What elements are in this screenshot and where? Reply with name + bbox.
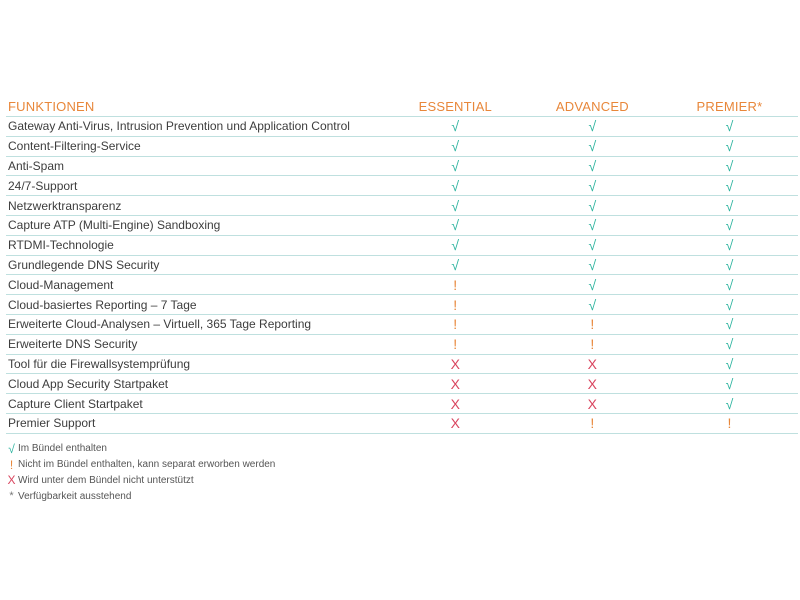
- cross-icon: X: [7, 473, 16, 488]
- table-row: [6, 157, 798, 177]
- exclamation-icon: !: [590, 316, 595, 333]
- check-icon: √: [588, 276, 597, 293]
- cross-icon: X: [450, 355, 460, 372]
- table-row: [6, 315, 798, 335]
- table-row: [6, 176, 798, 196]
- check-icon: √: [588, 157, 597, 174]
- cross-icon: X: [587, 375, 598, 392]
- table-row: [6, 414, 798, 434]
- feature-name: Netzwerktransparenz: [8, 198, 122, 213]
- check-icon: √: [725, 197, 734, 214]
- feature-name: RTDMI-Technologie: [8, 238, 114, 253]
- table-row: [6, 117, 798, 137]
- check-icon: √: [588, 177, 597, 194]
- check-icon: √: [588, 118, 597, 135]
- table-row: [6, 374, 798, 394]
- table-row: [6, 236, 798, 256]
- cross-icon: X: [450, 375, 460, 392]
- legend-item: [6, 441, 275, 457]
- table-row: [6, 295, 798, 315]
- check-icon: √: [451, 118, 460, 135]
- check-icon: √: [451, 157, 460, 174]
- legend: [6, 441, 275, 504]
- feature-name: Erweiterte Cloud-Analysen – Virtuell, 365 Tage Reporting: [8, 317, 312, 332]
- table-header: [6, 97, 798, 117]
- table-row: [6, 256, 798, 276]
- check-icon: √: [725, 375, 734, 392]
- check-icon: √: [725, 316, 734, 333]
- check-icon: √: [725, 217, 734, 234]
- cross-icon: X: [450, 395, 460, 412]
- check-icon: √: [588, 138, 597, 155]
- cross-icon: X: [587, 395, 598, 412]
- header-advanced: ADVANCED: [555, 99, 629, 114]
- check-icon: √: [451, 197, 460, 214]
- legend-item: [6, 457, 275, 473]
- table-row: [6, 394, 798, 414]
- feature-name: Cloud App Security Startpaket: [8, 376, 169, 391]
- feature-name: Grundlegende DNS Security: [8, 257, 160, 272]
- check-icon: √: [725, 395, 734, 412]
- check-icon: √: [588, 197, 597, 214]
- check-icon: √: [725, 256, 734, 273]
- check-icon: √: [451, 217, 460, 234]
- header-funktionen: FUNKTIONEN: [8, 99, 95, 114]
- check-icon: √: [8, 441, 15, 456]
- feature-name: Erweiterte DNS Security: [8, 337, 138, 352]
- asterisk-icon: *: [9, 490, 14, 503]
- check-icon: √: [588, 237, 597, 254]
- exclamation-icon: !: [453, 336, 458, 353]
- legend-text: Im Bündel enthalten: [18, 443, 107, 455]
- table-row: [6, 137, 798, 157]
- feature-name: Anti-Spam: [8, 158, 65, 173]
- legend-text: Nicht im Bündel enthalten, kann separat erworben werden: [18, 459, 276, 471]
- exclamation-icon: !: [453, 316, 458, 333]
- check-icon: √: [725, 276, 734, 293]
- feature-name: Content-Filtering-Service: [8, 139, 141, 154]
- table-body: [6, 117, 798, 434]
- check-icon: √: [725, 138, 734, 155]
- table-row: [6, 335, 798, 355]
- legend-item: [6, 473, 275, 489]
- check-icon: √: [725, 118, 734, 135]
- table-row: [6, 275, 798, 295]
- check-icon: √: [725, 177, 734, 194]
- legend-text: Verfügbarkeit ausstehend: [18, 490, 132, 502]
- feature-name: Tool für die Firewallsystemprüfung: [8, 356, 191, 371]
- check-icon: √: [451, 256, 460, 273]
- feature-comparison-table: [6, 97, 798, 434]
- exclamation-icon: !: [453, 296, 458, 313]
- check-icon: √: [588, 217, 597, 234]
- check-icon: √: [588, 256, 597, 273]
- check-icon: √: [725, 296, 734, 313]
- feature-name: Cloud-Management: [8, 277, 114, 292]
- table-row: [6, 196, 798, 216]
- table-row: [6, 355, 798, 375]
- check-icon: √: [451, 177, 460, 194]
- table-row: [6, 216, 798, 236]
- feature-name: Premier Support: [8, 416, 96, 431]
- check-icon: √: [588, 296, 597, 313]
- legend-text: Wird unter dem Bündel nicht unterstützt: [18, 474, 194, 486]
- exclamation-icon: !: [727, 415, 732, 432]
- check-icon: √: [451, 237, 460, 254]
- feature-name: Capture Client Startpaket: [8, 396, 143, 411]
- cross-icon: X: [450, 415, 460, 432]
- exclamation-icon: !: [590, 415, 595, 432]
- legend-item: [6, 488, 275, 504]
- feature-name: Cloud-basiertes Reporting – 7 Tage: [8, 297, 197, 312]
- check-icon: √: [725, 336, 734, 353]
- header-premier: PREMIER*: [696, 99, 763, 114]
- check-icon: √: [725, 355, 734, 372]
- exclamation-icon: !: [453, 276, 458, 293]
- header-essential: ESSENTIAL: [418, 99, 492, 114]
- feature-name: 24/7-Support: [8, 178, 78, 193]
- check-icon: √: [451, 138, 460, 155]
- check-icon: √: [725, 157, 734, 174]
- check-icon: √: [725, 237, 734, 254]
- cross-icon: X: [587, 355, 598, 372]
- exclamation-icon: !: [590, 336, 595, 353]
- exclamation-icon: !: [9, 457, 14, 472]
- feature-name: Capture ATP (Multi-Engine) Sandboxing: [8, 218, 221, 233]
- feature-name: Gateway Anti-Virus, Intrusion Prevention und Application Control: [8, 119, 350, 134]
